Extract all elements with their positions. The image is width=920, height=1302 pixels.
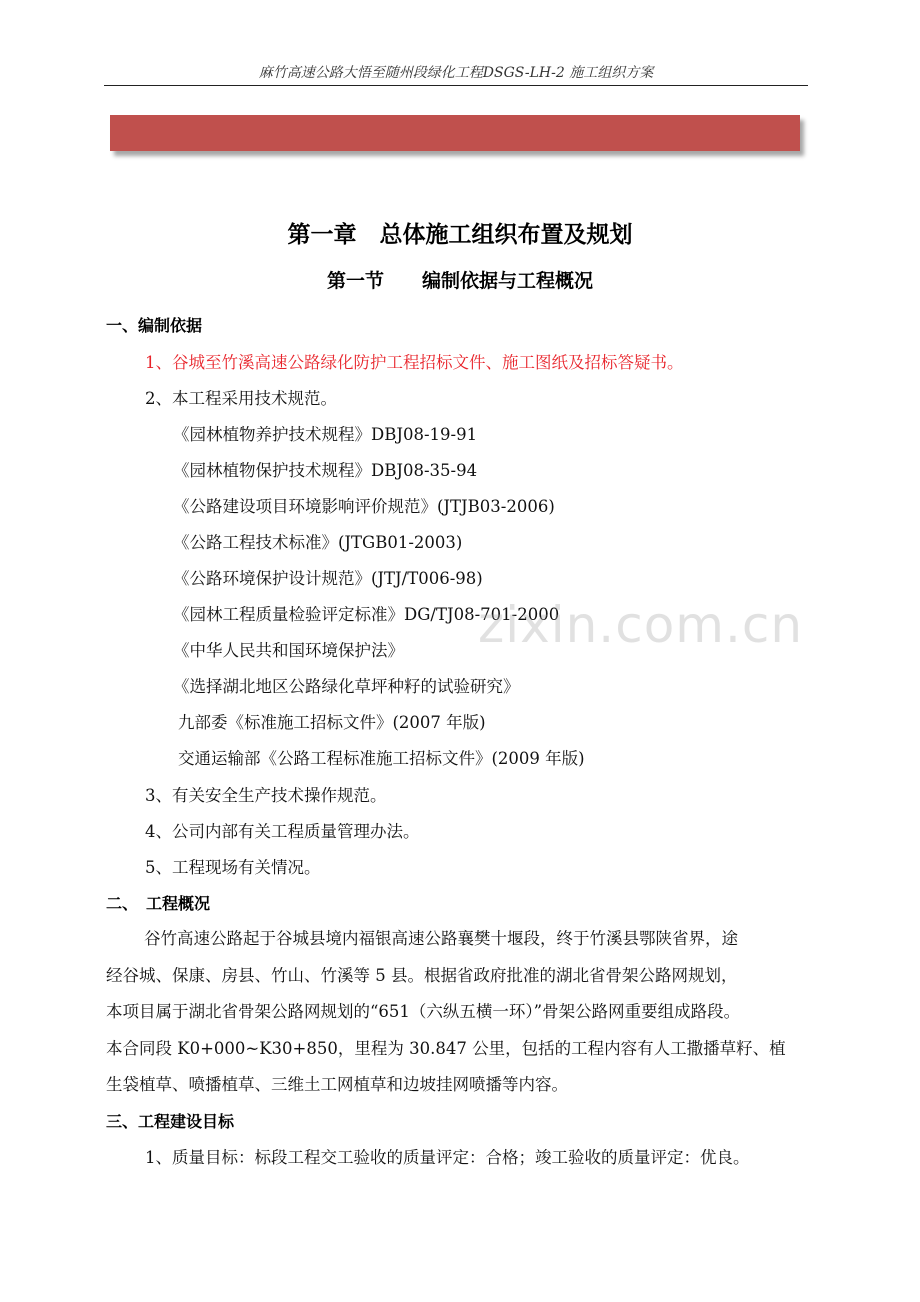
chapter-title: 第一章 总体施工组织布置及规划 bbox=[287, 222, 633, 248]
reference-item: 九部委《标准施工招标文件》(2007 年版) bbox=[178, 713, 486, 732]
reference-item: 《园林工程质量检验评定标准》DG/TJ08-701-2000 bbox=[173, 605, 560, 624]
paragraph-line: 本合同段 K0+000~K30+850，里程为 30.847 公里，包括的工程内容有人工撒播草籽、植 bbox=[106, 1038, 786, 1058]
reference-item: 《园林植物保护技术规程》DBJ08-35-94 bbox=[173, 461, 478, 480]
reference-item: 《选择湖北地区公路绿化草坪种籽的试验研究》 bbox=[173, 677, 520, 696]
project-overview-paragraph bbox=[106, 921, 806, 1104]
section-title: 第一节 编制依据与工程概况 bbox=[326, 270, 593, 292]
chapter-banner bbox=[110, 115, 800, 151]
reference-item: 交通运输部《公路工程标准施工招标文件》(2009 年版) bbox=[178, 749, 585, 768]
basis-item-5: 5、工程现场有关情况。 bbox=[145, 858, 321, 877]
reference-item: 《中华人民共和国环境保护法》 bbox=[173, 641, 404, 660]
goal-item-1: 1、质量目标：标段工程交工验收的质量评定：合格；竣工验收的质量评定：优良。 bbox=[145, 1148, 750, 1167]
basis-item-2: 2、本工程采用技术规范。 bbox=[145, 389, 337, 408]
paragraph-line: 经谷城、保康、房县、竹山、竹溪等 5 县。根据省政府批准的湖北省骨架公路网规划， bbox=[106, 965, 738, 985]
reference-item: 《公路环境保护设计规范》(JTJ/T006-98) bbox=[173, 569, 483, 588]
reference-item: 《公路工程技术标准》(JTGB01-2003) bbox=[173, 533, 463, 552]
running-header: 麻竹高速公路大悟至随州段绿化工程DSGS-LH-2 施工组织方案 bbox=[258, 65, 654, 81]
reference-item: 《公路建设项目环境影响评价规范》(JTJB03-2006) bbox=[173, 497, 555, 516]
basis-item-3: 3、有关安全生产技术操作规范。 bbox=[145, 786, 387, 805]
paragraph-line: 本项目属于湖北省骨架公路网规划的“651（六纵五横一环）”骨架公路网重要组成路段。 bbox=[106, 1002, 741, 1021]
basis-item-4: 4、公司内部有关工程质量管理办法。 bbox=[145, 822, 420, 841]
watermark: zixin.com.cn bbox=[478, 596, 804, 654]
paragraph-line: 谷竹高速公路起于谷城县境内福银高速公路襄樊十堰段，终于竹溪县鄂陕省界，途 bbox=[144, 929, 738, 948]
heading-compilation-basis: 一、编制依据 bbox=[106, 316, 203, 335]
heading-project-overview: 二、 工程概况 bbox=[106, 894, 211, 913]
paragraph-line: 生袋植草、喷播植草、三维土工网植草和边坡挂网喷播等内容。 bbox=[106, 1075, 568, 1094]
header-rule bbox=[104, 85, 808, 86]
reference-item: 《园林植物养护技术规程》DBJ08-19-91 bbox=[173, 425, 478, 444]
heading-construction-goals: 三、工程建设目标 bbox=[106, 1112, 235, 1131]
basis-item-1: 1、谷城至竹溪高速公路绿化防护工程招标文件、施工图纸及招标答疑书。 bbox=[145, 353, 684, 372]
